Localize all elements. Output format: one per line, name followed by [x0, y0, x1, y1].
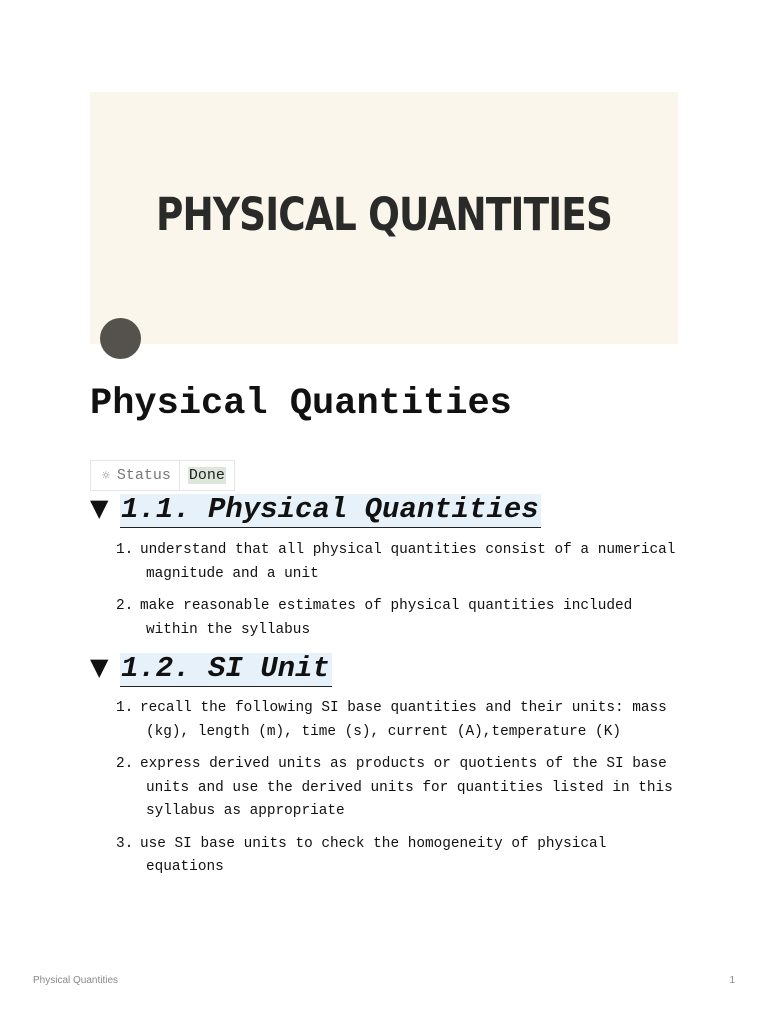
list-number: 1.: [116, 700, 134, 716]
status-property-value[interactable]: [180, 461, 234, 490]
list-text: recall the following SI base quantities and their units: mass (kg), length (m), time (s), current (A),temperature (K): [140, 700, 667, 740]
list-text: make reasonable estimates of physical quantities included within the syllabus: [140, 598, 633, 638]
cover-title: PHYSICAL QUANTITIES: [155, 188, 613, 241]
toggle-triangle-icon[interactable]: ▼: [90, 494, 109, 522]
list-text: express derived units as products or quotients of the SI base units and use the derived units for quantities listed in this syllabus as appropriate: [140, 756, 673, 819]
status-property-name: [91, 461, 180, 490]
toggle-triangle-icon[interactable]: ▼: [90, 653, 109, 681]
list-text: use SI base units to check the homogeneity of physical equations: [140, 835, 607, 875]
list-item: [116, 753, 686, 824]
footer-document-title: Physical Quantities: [33, 975, 119, 986]
status-label: Status: [116, 467, 171, 484]
list-text: understand that all physical quantities consist of a numerical magnitude and a unit: [140, 542, 676, 582]
list-number: 1.: [116, 542, 134, 558]
list-number: 2.: [116, 756, 134, 772]
page-circle-icon: [100, 318, 141, 359]
page-title: Physical Quantities: [90, 383, 512, 425]
property-table: [90, 460, 235, 491]
status-badge[interactable]: Done: [188, 467, 225, 484]
list-item: [116, 539, 686, 586]
section-heading-physical-quantities: 1.1. Physical Quantities: [121, 493, 539, 526]
list-item: [116, 595, 686, 642]
list-item: [116, 833, 686, 880]
footer-page-number: 1: [729, 975, 735, 986]
list-number: 3.: [116, 835, 134, 852]
section-list-physical-quantities: [116, 539, 686, 651]
list-number: 2.: [116, 598, 134, 614]
status-sun-icon: ☼: [101, 469, 111, 482]
list-item: [116, 697, 686, 744]
section-list-si-unit: [116, 697, 686, 889]
section-heading-si-unit: 1.2. SI Unit: [121, 652, 330, 685]
cover-image: [90, 92, 678, 344]
